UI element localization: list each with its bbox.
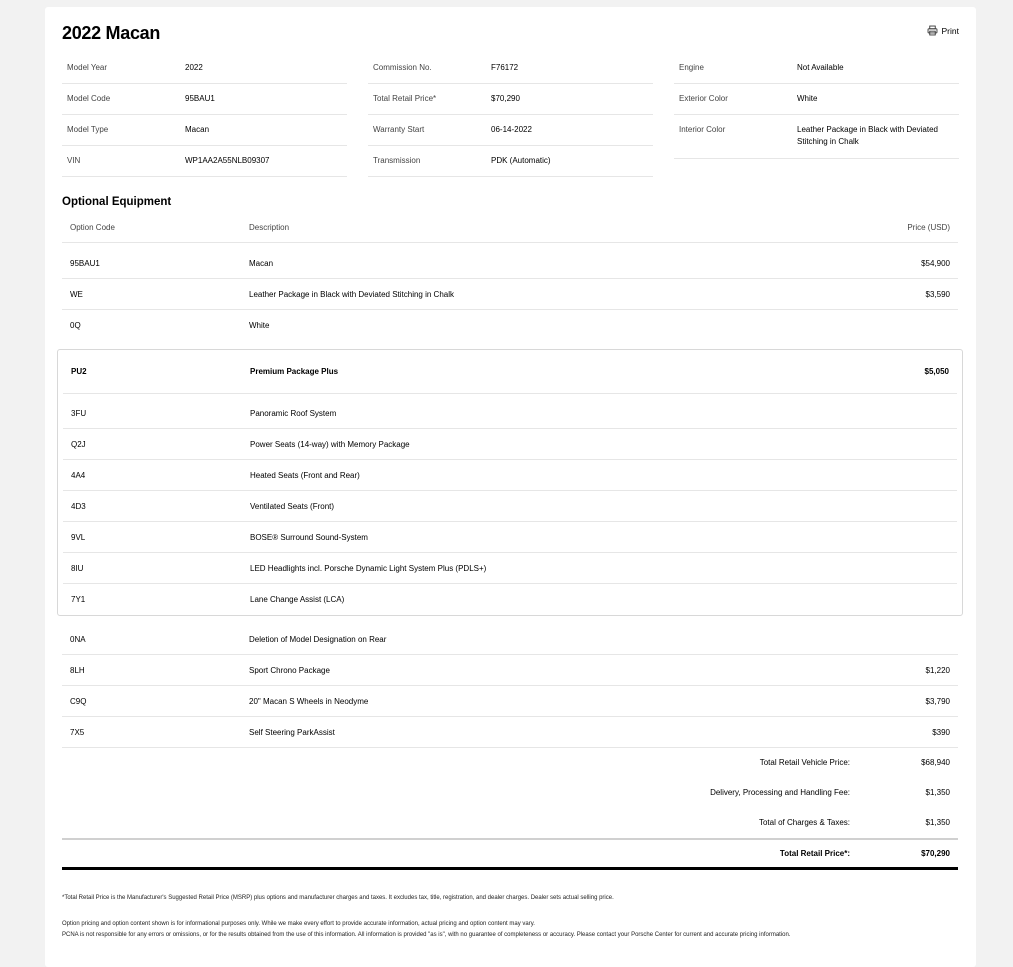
spec-value: Leather Package in Black with Deviated Stitching in Chalk xyxy=(797,125,938,146)
package-item-row xyxy=(63,553,957,584)
spec-value: 95BAU1 xyxy=(185,94,215,103)
spec-row-exterior-color xyxy=(674,84,959,115)
package-code: PU2 xyxy=(71,367,87,376)
total-retail-price-row xyxy=(62,838,958,870)
spec-value: White xyxy=(797,94,818,103)
spec-label: Interior Color xyxy=(679,125,726,134)
option-description: Deletion of Model Designation on Rear xyxy=(249,634,387,644)
total-value: $70,290 xyxy=(921,849,950,858)
total-value: $1,350 xyxy=(925,818,950,827)
specs-column-3 xyxy=(674,53,959,177)
spec-row-transmission xyxy=(368,146,653,177)
option-price: $390 xyxy=(932,727,950,737)
spec-row-vin xyxy=(62,146,347,177)
option-code: Q2J xyxy=(71,439,86,449)
option-code: 7Y1 xyxy=(71,595,86,604)
table-row xyxy=(62,624,958,655)
disclaimer-notes xyxy=(62,893,958,941)
specs-column-1 xyxy=(62,53,347,177)
delivery-fee-row xyxy=(62,778,958,808)
option-code: 0Q xyxy=(70,321,81,330)
option-description: Self Steering ParkAssist xyxy=(249,727,335,737)
package-item-row xyxy=(63,491,957,522)
spec-label: VIN xyxy=(67,156,81,165)
total-label: Total Retail Vehicle Price: xyxy=(759,758,850,767)
spec-label: Engine xyxy=(679,63,704,72)
spec-label: Model Year xyxy=(67,63,108,72)
option-description: Heated Seats (Front and Rear) xyxy=(250,470,360,480)
spec-label: Exterior Color xyxy=(679,94,728,103)
total-value: $68,940 xyxy=(921,758,950,767)
option-description: 20" Macan S Wheels in Neodyme xyxy=(249,696,369,706)
print-label: Print xyxy=(941,25,959,36)
option-description: Ventilated Seats (Front) xyxy=(250,501,335,511)
spec-row-model-code xyxy=(62,84,347,115)
page-title: 2022 Macan xyxy=(62,23,161,43)
option-code: 8LH xyxy=(70,665,85,675)
premium-package-group xyxy=(57,349,963,616)
total-value: $1,350 xyxy=(925,788,950,797)
spec-value: 06-14-2022 xyxy=(491,125,532,134)
spec-value: 2022 xyxy=(185,63,203,72)
option-description: BOSE® Surround Sound-System xyxy=(250,532,368,542)
option-description: LED Headlights incl. Porsche Dynamic Light System Plus (PDLS+) xyxy=(250,563,487,573)
option-code: 3FU xyxy=(71,408,87,418)
option-description: Lane Change Assist (LCA) xyxy=(250,595,345,604)
option-price: $54,900 xyxy=(921,258,950,268)
option-price: $3,590 xyxy=(925,289,950,299)
package-description: Premium Package Plus xyxy=(250,367,339,376)
package-item-row xyxy=(63,460,957,491)
spec-row-total-retail-price xyxy=(368,84,653,115)
spec-row-interior-color xyxy=(674,115,959,159)
spec-value: PDK (Automatic) xyxy=(491,156,551,165)
option-code: C9Q xyxy=(70,696,87,706)
option-code: 9VL xyxy=(71,532,86,542)
total-label: Total Retail Price*: xyxy=(779,849,850,858)
package-item-row xyxy=(63,398,957,429)
table-row xyxy=(62,248,958,279)
header-option-code: Option Code xyxy=(70,222,115,232)
spec-label: Warranty Start xyxy=(373,125,425,134)
printer-icon xyxy=(927,25,938,36)
disclaimer-responsibility: PCNA is not responsible for any errors or omissions, or for the results obtained from the use of this information. All information is provided "as is", with no guarantee of completeness or accuracy. Please contact your Porsche Center for current and accurate pricing information. xyxy=(62,932,791,938)
option-code: 4A4 xyxy=(71,470,86,480)
optional-equipment-table xyxy=(62,212,958,870)
option-code: 95BAU1 xyxy=(70,258,100,268)
total-vehicle-price-row xyxy=(62,748,958,778)
option-code: WE xyxy=(70,289,83,299)
window-sticker-card xyxy=(45,7,976,967)
package-item-row xyxy=(63,522,957,553)
spec-row-model-year xyxy=(62,53,347,84)
option-description: Macan xyxy=(249,258,274,268)
header-price: Price (USD) xyxy=(907,222,950,232)
print-button[interactable] xyxy=(927,25,959,36)
option-code: 8IU xyxy=(71,563,84,573)
spec-value: $70,290 xyxy=(491,94,520,103)
spec-value: WP1AA2A55NLB09307 xyxy=(185,156,270,165)
total-label: Total of Charges & Taxes: xyxy=(758,818,850,827)
spec-row-commission-no xyxy=(368,53,653,84)
table-row xyxy=(62,279,958,310)
disclaimer-option-pricing: Option pricing and option content shown is for informational purposes only. While we make every effort to provide accurate information, actual pricing and option content may vary. xyxy=(62,921,535,927)
spec-value: F76172 xyxy=(491,63,519,72)
package-header-row xyxy=(63,350,957,394)
spec-label: Commission No. xyxy=(373,63,432,72)
table-row xyxy=(62,717,958,748)
spec-value: Macan xyxy=(185,125,210,134)
disclaimer-msrp: *Total Retail Price is the Manufacturer's Suggested Retail Price (MSRP) plus options and manufacturer charges and taxes. It excludes tax, title, registration, and dealer charges. Dealer sets actual selling price. xyxy=(62,895,614,901)
spec-label: Model Code xyxy=(67,94,111,103)
spec-row-warranty-start xyxy=(368,115,653,146)
option-price: $3,790 xyxy=(925,696,950,706)
charges-taxes-row xyxy=(62,808,958,838)
optional-equipment-title: Optional Equipment xyxy=(62,196,172,208)
spec-label: Transmission xyxy=(373,156,421,165)
table-row xyxy=(62,310,958,341)
header-description: Description xyxy=(249,222,290,232)
option-description: Sport Chrono Package xyxy=(249,665,330,675)
spec-row-model-type xyxy=(62,115,347,146)
vehicle-specs xyxy=(62,53,959,177)
option-price: $1,220 xyxy=(925,665,950,675)
specs-column-2 xyxy=(368,53,653,177)
option-code: 7X5 xyxy=(70,727,85,737)
spec-row-engine xyxy=(674,53,959,84)
table-row xyxy=(62,686,958,717)
option-description: Panoramic Roof System xyxy=(250,408,337,418)
spec-label: Model Type xyxy=(67,125,109,134)
option-code: 4D3 xyxy=(71,501,86,511)
option-description: Power Seats (14-way) with Memory Package xyxy=(250,439,410,449)
total-label: Delivery, Processing and Handling Fee: xyxy=(710,788,850,797)
package-item-row xyxy=(63,429,957,460)
package-price: $5,050 xyxy=(924,367,949,376)
spec-value: Not Available xyxy=(797,63,844,72)
spec-label: Total Retail Price* xyxy=(373,94,437,103)
package-item-row xyxy=(63,584,957,615)
option-description: White xyxy=(249,321,270,330)
table-row xyxy=(62,655,958,686)
totals-section xyxy=(62,748,958,870)
table-header xyxy=(62,212,958,243)
option-code: 0NA xyxy=(70,634,86,644)
option-description: Leather Package in Black with Deviated Stitching in Chalk xyxy=(249,289,454,299)
